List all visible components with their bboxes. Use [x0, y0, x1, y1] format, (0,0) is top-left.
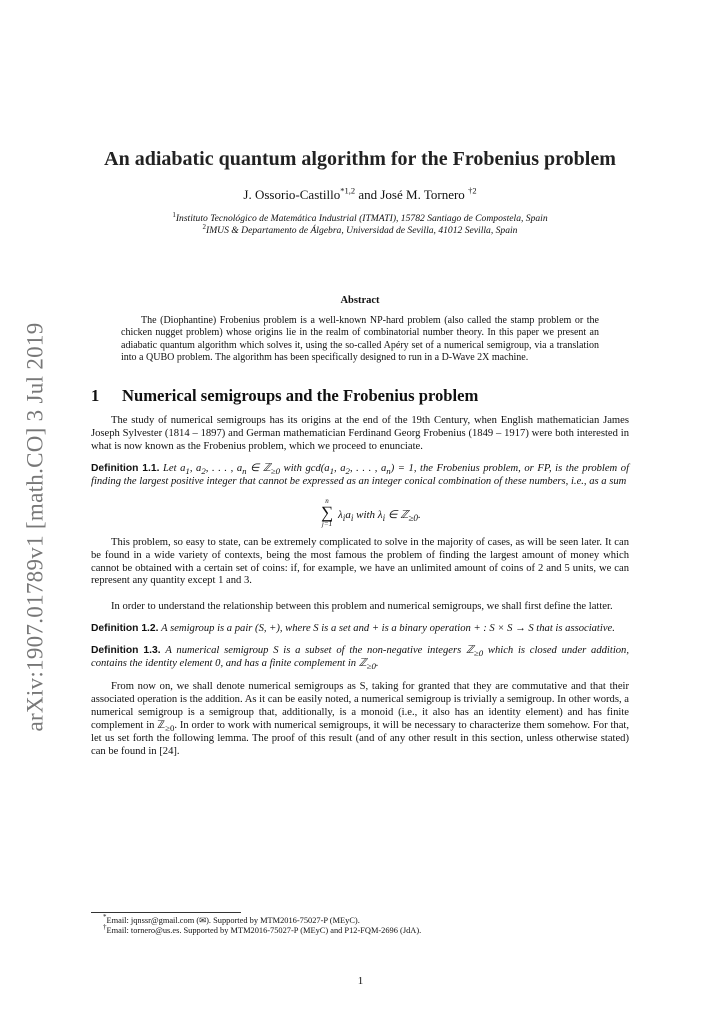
author-1-marks: *1,2 [340, 185, 356, 196]
affiliation-1-mark: 1 [172, 210, 176, 219]
footnote-2 [91, 923, 629, 936]
affiliations [91, 210, 629, 237]
footnote-1-mark: * [103, 913, 107, 922]
section-title: Numerical semigroups and the Frobenius problem [122, 386, 479, 406]
paragraph-4: From now on, we shall denote numerical semigroups as S, taking for granted that they are commutative and that their associated operation is the addition. As it can be easily noted, a numerical semigroup is trivially a semigroup. In other words, a numerical semigroup is a semigroup that, additionally, is a monoid (i.e., it also has an identity element) and has finite complement in ℤ$_{\ge 0}$. In order to work with numerical semigroups, it will be necessary to characterize them somehow. For that, let us set forth the following lemma. The proof of this result (and of any other result in this section, unless otherwise stated) can be found in [24]. [91, 680, 629, 757]
author-2: José M. Tornero [380, 187, 465, 202]
arxiv-stamp-text: arXiv:1907.01789v1 [math.CO] 3 Jul 2019 [23, 322, 48, 732]
sum-upper-limit: n [325, 496, 329, 505]
paragraph-1: The study of numerical semigroups has its origins at the end of the 19th Century, when English mathematician James Joseph Sylvester (1814 – 1897) and German mathematician Ferdinand Georg Frobenius (1849 – 1917) were both interested in what is now known as the Frobenius problem, which we proceed to enunciate. [91, 415, 629, 452]
arxiv-stamp [16, 312, 56, 742]
definition-1-1-text: Let $a_1$, $a_2$, . . . , $a_n$ ∈ ℤ$_{\ge 0}$ with $\gcd(a_1$, $a_2$, . . . , $a_n) = 1$, the Frobenius problem, or FP, is the problem of finding the largest positive integer that cannot be expressed as an integer conical combination of these numbers, i.e., as a sum [91, 462, 630, 487]
affiliation-1 [91, 210, 629, 225]
sum-operator [318, 497, 336, 528]
abstract-text: The (Diophantine) Frobenius problem is a well-known NP-hard problem (also called the stamp problem or the chicken nugget problem) whose origins lie in the realm of combinatorial number theory. In this paper we present an adiabatic quantum algorithm which solves it, using the so-called Apéry set of a numerical semigroup, via a translation into a QUBO problem. The algorithm has been specifically designed to run in a D-Wave 2X machine. [121, 315, 599, 363]
author-connector: and [358, 187, 378, 202]
affiliation-1-text: Instituto Tecnológico de Matemática Industrial (ITMATI), 15782 Santiago de Compostela, Spain [175, 213, 548, 224]
page-number: 1 [357, 975, 364, 987]
sum-lower-limit: j=1 [321, 519, 333, 528]
footnote-1 [91, 913, 629, 926]
affiliation-2-mark: 2 [202, 222, 206, 231]
definition-1-3-label: Definition 1.3. [91, 645, 161, 657]
sum-body: $\lambda_ia_i$ with $\lambda_i$ ∈ ℤ$_{\ge 0}$. [338, 508, 421, 523]
footnote-2-text: Email: tornero@us.es. Supported by MTM2016-75027-P (MEyC) and P12-FQM-2696 (JdA). [106, 926, 422, 936]
section-number: 1 [91, 386, 100, 406]
affiliation-2 [91, 222, 629, 237]
author-line [91, 187, 629, 203]
footnote-rule [91, 912, 241, 913]
sum-symbol: ∑ [320, 502, 334, 522]
definition-1-2-text: A semigroup is a pair (S, +), where S is a set and + is a binary operation + : S × S → S that is associative. [161, 623, 615, 635]
definition-1-3-text: A numerical semigroup S is a subset of the non-negative integers ℤ$_{\ge 0}$ which is closed under addition, contains the identity element 0, and has a finite complement in ℤ$_{\ge 0}$. [91, 645, 630, 672]
abstract-heading: Abstract [340, 295, 380, 306]
author-1: J. Ossorio-Castillo [243, 187, 341, 202]
footnote-1-text: Email: jqnssr@gmail.com (✉). Supported by MTM2016-75027-P (MEyC). [106, 916, 360, 925]
paper-title: An adiabatic quantum algorithm for the Frobenius problem [104, 148, 616, 170]
definition-1-2-label: Definition 1.2. [91, 623, 159, 635]
footnotes [91, 912, 629, 937]
page-body [91, 148, 629, 758]
author-2-marks: †2 [468, 185, 477, 196]
sum-equation [91, 497, 629, 531]
definition-1-1-label: Definition 1.1. [91, 462, 160, 474]
affiliation-2-text: IMUS & Departamento de Álgebra, Universidad de Sevilla, 41012 Sevilla, Spain [206, 225, 518, 236]
definition-1-3 [91, 645, 629, 671]
paragraph-3: In order to understand the relationship between this problem and numerical semigroups, we shall first define the latter. [111, 601, 613, 613]
footnote-2-mark: † [103, 923, 107, 932]
definition-1-2 [91, 623, 629, 636]
paragraph-2: This problem, so easy to state, can be extremely complicated to solve in the majority of cases, as will be seen later. It can be found in a wide variety of contexts, being the most famous the problem of finding the largest amount of money which cannot be obtained with a certain set of coins: if, for example, we have an unlimited amount of coins of 2 and 5 units, we can represent any quantity except 1 and 3. [91, 536, 629, 587]
section-heading [91, 386, 629, 406]
definition-1-1 [91, 463, 629, 489]
